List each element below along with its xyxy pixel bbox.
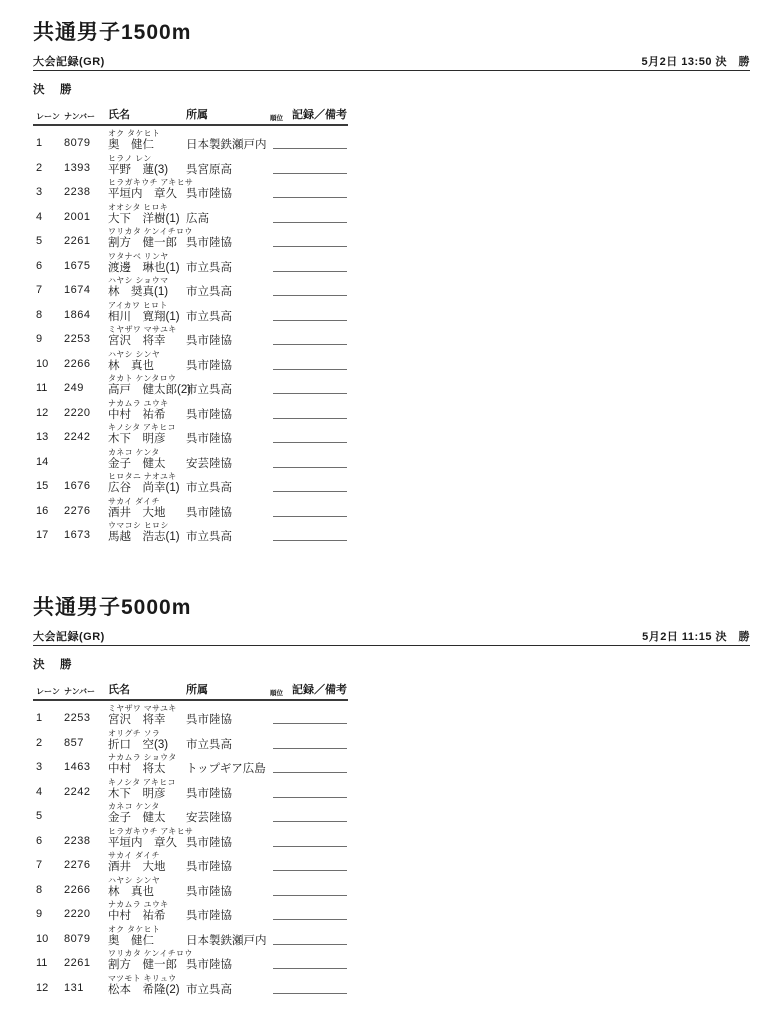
bib-number: 2261 — [64, 235, 91, 247]
lane-number: 9 — [36, 333, 43, 345]
athlete-furigana: タカト ケンタロウ — [108, 374, 177, 383]
record-blank-line — [273, 895, 347, 896]
team-name: 呉市陸協 — [186, 359, 232, 372]
table-row — [33, 127, 750, 152]
athlete-furigana: オク タケヒト — [108, 924, 161, 934]
athlete-furigana: ハヤシ シンヤ — [108, 875, 161, 885]
column-rank: 順位 — [270, 115, 283, 122]
table-row — [33, 225, 750, 250]
lane-number: 9 — [36, 908, 43, 920]
team-name: 市立呉高 — [186, 482, 232, 494]
lane-number: 10 — [36, 357, 49, 370]
bib-number: 8079 — [64, 932, 91, 945]
bib-number: 2238 — [64, 186, 91, 198]
athlete-name: 中村 祐希 — [108, 408, 166, 421]
team-name: 呉市陸協 — [186, 885, 232, 898]
lane-number: 14 — [36, 455, 49, 468]
team-name: 市立呉高 — [186, 261, 232, 274]
record-blank-line — [273, 295, 347, 296]
table-row — [33, 176, 750, 201]
team-name: 市立呉高 — [186, 310, 232, 323]
bib-number: 1673 — [64, 529, 91, 541]
athlete-furigana: カネコ ケンタ — [108, 802, 160, 811]
athlete-name: 渡邊 琳也(1) — [108, 261, 180, 274]
athlete-name: 木下 明彦 — [108, 787, 166, 800]
bib-number: 1463 — [64, 761, 91, 773]
table-row — [33, 446, 750, 471]
team-name: 市立呉高 — [186, 983, 232, 996]
team-name: 呉市陸協 — [186, 714, 232, 726]
bib-number: 2220 — [64, 908, 91, 920]
record-blank-line — [273, 797, 347, 798]
table-row — [33, 874, 750, 899]
bib-number: 249 — [64, 382, 84, 394]
athlete-furigana: オオシタ ヒロキ — [108, 202, 169, 212]
bib-number: 2253 — [64, 712, 91, 724]
column-name: 氏名 — [108, 684, 130, 696]
bib-number: 2220 — [64, 406, 91, 419]
section-mens-1500m — [33, 16, 750, 556]
lane-number: 1 — [36, 137, 43, 149]
bib-number: 1864 — [64, 308, 91, 321]
team-name: 呉市陸協 — [186, 959, 232, 971]
table-row — [33, 323, 750, 348]
lane-number: 16 — [36, 504, 49, 517]
lane-number: 13 — [36, 431, 49, 443]
team-name: 呉市陸協 — [186, 910, 232, 922]
lane-number: 2 — [36, 161, 43, 174]
table-row — [33, 397, 750, 422]
table-row — [33, 923, 750, 948]
table-header — [33, 108, 348, 126]
athlete-name: 相川 寛翔(1) — [108, 310, 180, 323]
athlete-name: 宮沢 将幸 — [108, 335, 166, 347]
column-lane: レーン — [36, 687, 60, 696]
athlete-name: 平垣内 章久 — [108, 836, 177, 849]
column-number: ナンバー — [64, 687, 96, 696]
athlete-name: 酒井 大地 — [108, 861, 166, 873]
team-name: 呉市陸協 — [186, 787, 232, 800]
bib-number: 1393 — [64, 161, 91, 174]
table-row — [33, 201, 750, 226]
column-record: 記録／備考 — [292, 109, 347, 121]
athlete-name: 中村 将太 — [108, 763, 166, 775]
athlete-furigana: ワリカタ ケンイチロウ — [108, 227, 193, 236]
athlete-furigana: ヒロタニ ナオユキ — [108, 472, 177, 481]
athlete-name: 中村 祐希 — [108, 910, 166, 922]
record-blank-line — [273, 418, 347, 419]
table-row — [33, 751, 750, 776]
record-blank-line — [273, 723, 347, 724]
team-name: 呉市陸協 — [186, 861, 232, 873]
record-blank-line — [273, 369, 347, 370]
athlete-furigana: ナカムラ ユウキ — [108, 398, 169, 408]
athlete-name: 奥 健仁 — [108, 934, 154, 947]
lane-number: 7 — [36, 859, 43, 871]
athlete-furigana: マツモト キリュウ — [108, 973, 177, 983]
entry-rows — [33, 702, 750, 996]
table-header — [33, 683, 348, 701]
record-blank-line — [273, 919, 347, 920]
athlete-furigana: カネコ ケンタ — [108, 447, 160, 457]
lane-number: 11 — [36, 957, 48, 969]
team-name: 安芸陸協 — [186, 812, 232, 824]
athlete-name: 松本 希隆(2) — [108, 983, 180, 996]
bib-number: 2242 — [64, 431, 91, 443]
round-label: 決 勝 — [33, 84, 74, 96]
lane-number: 5 — [36, 810, 43, 822]
lane-number: 8 — [36, 883, 43, 896]
meta-bar — [33, 54, 750, 71]
athlete-furigana: サカイ ダイチ — [108, 496, 160, 506]
event-title: 共通男子1500m — [33, 21, 192, 44]
table-row — [33, 519, 750, 544]
table-row — [33, 947, 750, 972]
record-blank-line — [273, 846, 347, 847]
record-blank-line — [273, 491, 347, 492]
athlete-name: 林 真也 — [108, 885, 154, 898]
athlete-name: 林 真也 — [108, 359, 154, 372]
table-row — [33, 898, 750, 923]
bib-number: 1675 — [64, 259, 91, 272]
table-row — [33, 776, 750, 801]
athlete-name: 割方 健一郎 — [108, 237, 177, 249]
bib-number: 2261 — [64, 957, 91, 969]
table-row — [33, 299, 750, 324]
lane-number: 10 — [36, 932, 49, 945]
table-row — [33, 849, 750, 874]
record-blank-line — [273, 197, 347, 198]
bib-number: 2001 — [64, 210, 91, 223]
athlete-name: 平野 蓮(3) — [108, 163, 169, 176]
table-row — [33, 800, 750, 825]
record-blank-line — [273, 271, 347, 272]
team-name: 呉市陸協 — [186, 506, 232, 519]
record-blank-line — [273, 821, 347, 822]
team-name: 広高 — [186, 212, 209, 225]
lane-number: 11 — [36, 382, 48, 394]
athlete-furigana: サカイ ダイチ — [108, 851, 160, 860]
athlete-name: 酒井 大地 — [108, 506, 166, 519]
table-row — [33, 495, 750, 520]
record-blank-line — [273, 320, 347, 321]
lane-number: 2 — [36, 736, 43, 749]
team-name: 呉市陸協 — [186, 836, 232, 849]
round-label: 決 勝 — [33, 659, 74, 671]
meet-record-label: 大会記録(GR) — [33, 631, 105, 643]
athlete-furigana: ヒラガキウチ アキヒサ — [108, 178, 194, 187]
athlete-name: 金子 健太 — [108, 457, 166, 470]
athlete-name: 平垣内 章久 — [108, 188, 177, 200]
athlete-furigana: ミヤザワ マサユキ — [108, 325, 177, 334]
team-name: 呉宮原高 — [186, 163, 232, 176]
bib-number: 2266 — [64, 883, 91, 896]
record-blank-line — [273, 870, 347, 871]
athlete-name: 宮沢 将幸 — [108, 714, 166, 726]
column-name: 氏名 — [108, 109, 130, 121]
lane-number: 15 — [36, 480, 49, 492]
athlete-name: 木下 明彦 — [108, 433, 166, 445]
athlete-furigana: ハヤシ シンヤ — [108, 349, 161, 359]
lane-number: 5 — [36, 235, 43, 247]
team-name: トップギア広島 — [186, 763, 266, 775]
team-name: 呉市陸協 — [186, 188, 232, 200]
lane-number: 6 — [36, 259, 43, 272]
athlete-name: 大下 洋樹(1) — [108, 212, 180, 225]
meta-bar — [33, 629, 750, 646]
lane-number: 3 — [36, 761, 43, 773]
lane-number: 12 — [36, 981, 49, 994]
team-name: 呉市陸協 — [186, 433, 232, 445]
athlete-name: 折口 空(3) — [108, 738, 169, 751]
record-blank-line — [273, 222, 347, 223]
column-team: 所属 — [186, 684, 208, 696]
athlete-furigana: ハヤシ ショウマ — [108, 276, 169, 285]
lane-number: 3 — [36, 186, 43, 198]
record-blank-line — [273, 148, 347, 149]
record-blank-line — [273, 944, 347, 945]
table-row — [33, 372, 750, 397]
schedule-datetime: 5月2日 11:15 決 勝 — [642, 631, 750, 643]
athlete-furigana: ワリカタ ケンイチロウ — [108, 949, 193, 958]
column-number: ナンバー — [64, 112, 96, 121]
table-row — [33, 972, 750, 997]
athlete-furigana: ワタナベ リンヤ — [108, 251, 169, 261]
bib-number: 2266 — [64, 357, 91, 370]
table-row — [33, 348, 750, 373]
table-row — [33, 702, 750, 727]
bib-number: 1674 — [64, 284, 91, 296]
athlete-furigana: キノシタ アキヒコ — [108, 423, 176, 432]
bib-number: 1676 — [64, 480, 91, 492]
table-row — [33, 470, 750, 495]
table-row — [33, 250, 750, 275]
lane-number: 1 — [36, 712, 43, 724]
bib-number: 2276 — [64, 504, 91, 517]
athlete-name: 広谷 尚幸(1) — [108, 482, 180, 494]
team-name: 日本製鉄瀬戸内 — [186, 934, 267, 947]
record-blank-line — [273, 393, 347, 394]
record-blank-line — [273, 993, 347, 994]
bib-number: 2253 — [64, 333, 91, 345]
table-row — [33, 727, 750, 752]
record-blank-line — [273, 467, 347, 468]
athlete-furigana: ナカムラ ショウタ — [108, 753, 177, 762]
record-blank-line — [273, 173, 347, 174]
athlete-furigana: ナカムラ ユウキ — [108, 900, 169, 909]
section-mens-5000m — [33, 591, 750, 1011]
record-blank-line — [273, 516, 347, 517]
record-blank-line — [273, 540, 347, 541]
athlete-furigana: ヒラガキウチ アキヒサ — [108, 826, 194, 836]
athlete-furigana: ウマコシ ヒロシ — [108, 521, 169, 530]
lane-number: 6 — [36, 834, 43, 847]
athlete-name: 金子 健太 — [108, 812, 166, 824]
athlete-furigana: オリグチ ソラ — [108, 728, 161, 738]
team-name: 市立呉高 — [186, 286, 232, 298]
record-blank-line — [273, 968, 347, 969]
bib-number: 2238 — [64, 834, 91, 847]
team-name: 市立呉高 — [186, 384, 232, 396]
team-name: 市立呉高 — [186, 738, 232, 751]
team-name: 日本製鉄瀬戸内 — [186, 139, 267, 151]
bib-number: 8079 — [64, 137, 91, 149]
column-record: 記録／備考 — [292, 684, 347, 696]
team-name: 市立呉高 — [186, 531, 232, 543]
athlete-name: 高戸 健太郎(2) — [108, 384, 192, 396]
lane-number: 17 — [36, 529, 49, 541]
athlete-furigana: ミヤザワ マサユキ — [108, 704, 177, 713]
athlete-furigana: キノシタ アキヒコ — [108, 777, 176, 787]
lane-number: 12 — [36, 406, 49, 419]
table-row — [33, 421, 750, 446]
lane-number: 7 — [36, 284, 43, 296]
lane-number: 4 — [36, 210, 43, 223]
entry-rows — [33, 127, 750, 544]
record-blank-line — [273, 748, 347, 749]
column-rank: 順位 — [270, 690, 283, 697]
record-blank-line — [273, 246, 347, 247]
schedule-datetime: 5月2日 13:50 決 勝 — [641, 56, 750, 68]
record-blank-line — [273, 442, 347, 443]
column-team: 所属 — [186, 109, 208, 121]
athlete-name: 林 奨真(1) — [108, 286, 169, 298]
record-blank-line — [273, 772, 347, 773]
bib-number: 2276 — [64, 859, 91, 871]
bib-number: 857 — [64, 736, 84, 749]
team-name: 呉市陸協 — [186, 335, 232, 347]
lane-number: 8 — [36, 308, 43, 321]
lane-number: 4 — [36, 785, 43, 798]
team-name: 呉市陸協 — [186, 408, 232, 421]
athlete-furigana: ヒラノ レン — [108, 153, 152, 163]
record-blank-line — [273, 344, 347, 345]
bib-number: 2242 — [64, 785, 91, 798]
table-row — [33, 274, 750, 299]
meet-record-label: 大会記録(GR) — [33, 56, 105, 68]
table-row — [33, 825, 750, 850]
bib-number: 131 — [64, 981, 84, 994]
athlete-name: 割方 健一郎 — [108, 959, 177, 971]
athlete-name: 馬越 浩志(1) — [108, 531, 180, 543]
table-row — [33, 152, 750, 177]
event-title: 共通男子5000m — [33, 596, 192, 619]
team-name: 安芸陸協 — [186, 457, 232, 470]
column-lane: レーン — [36, 112, 60, 121]
athlete-furigana: オク タケヒト — [108, 129, 161, 138]
team-name: 呉市陸協 — [186, 237, 232, 249]
athlete-furigana: アイカワ ヒロト — [108, 300, 168, 310]
athlete-name: 奥 健仁 — [108, 139, 154, 151]
